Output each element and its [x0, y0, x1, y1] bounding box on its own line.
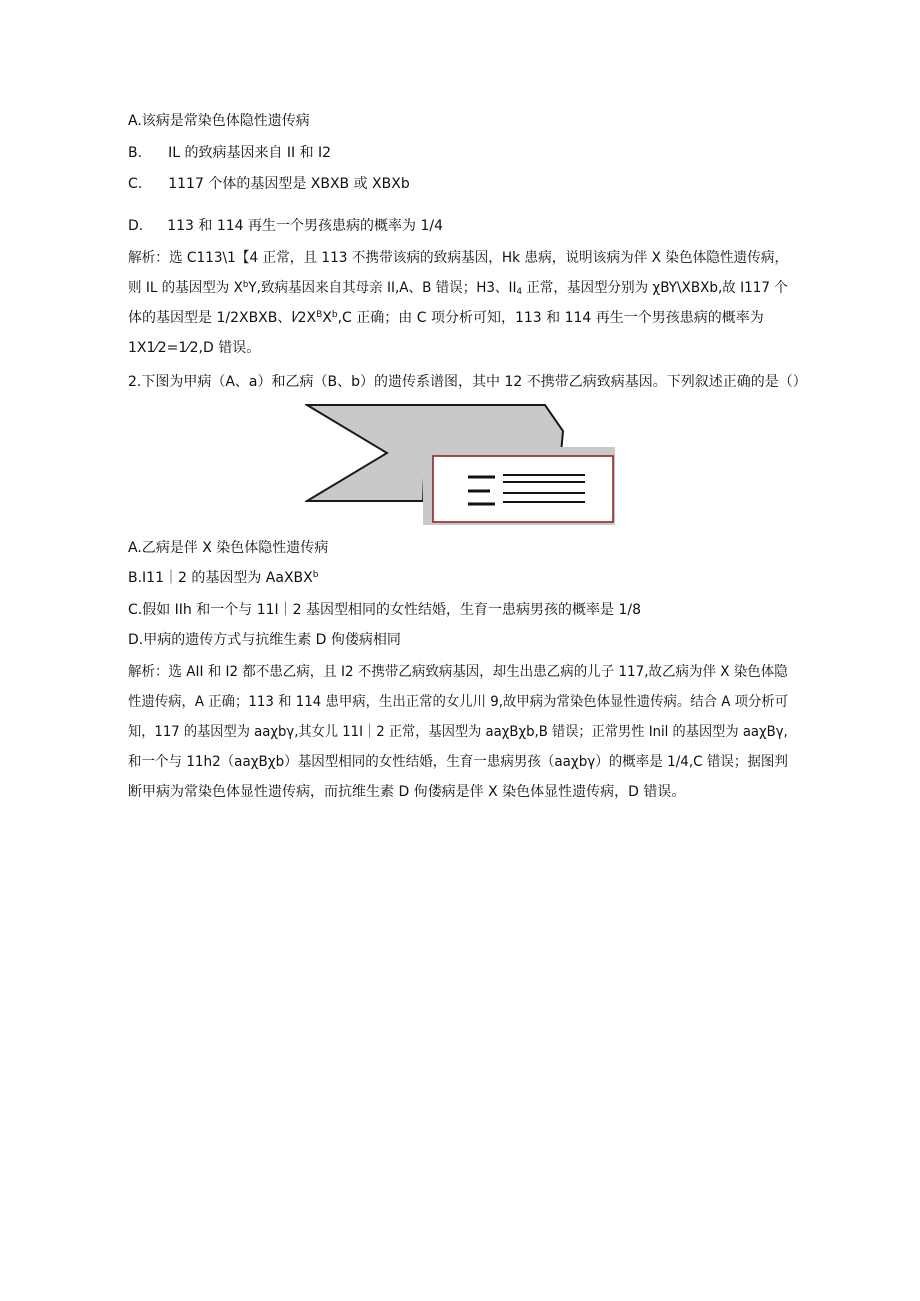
- superscript: b: [331, 310, 338, 320]
- q1-analysis: [128, 243, 788, 363]
- q2-stem: 2.下图为甲病（A、a）和乙病（B、b）的遗传系谱图，其中 12 不携带乙病致病基因。下列叙述正确的是（）: [128, 374, 807, 390]
- text-run: 体的基因型是 1/2XBXB、l⁄2X: [128, 310, 317, 326]
- superscript: B: [316, 310, 323, 320]
- analysis-line: [128, 273, 788, 303]
- analysis-line: 解析：选 AII 和 I2 都不患乙病，且 I2 不携带乙病致病基因，却生出患乙病的儿子 117,故乙病为伴 X 染色体隐: [128, 664, 788, 680]
- superscript: b: [312, 570, 319, 580]
- analysis-line: [128, 303, 788, 333]
- q2-option-b: [128, 568, 318, 588]
- subscript: 4: [516, 287, 523, 297]
- option-label: B.: [128, 145, 143, 161]
- figure-inner-panel: [433, 456, 613, 522]
- option-label: D.: [128, 218, 144, 234]
- q1-option-c: [128, 174, 410, 194]
- text-run: Y,致病基因来自其母亲 II,A、B 错误；H3、II: [248, 280, 517, 296]
- pedigree-figure: [305, 403, 615, 527]
- text-run: X: [322, 310, 332, 326]
- q2-analysis: [128, 657, 788, 807]
- q1-option-b: [128, 143, 331, 163]
- analysis-line: 和一个与 11h2（aaχBχb）基因型相同的女性结婚，生育一患病男孩（aaχbγ）的概率是 1/4,C 错误；据图判: [128, 754, 788, 770]
- superscript: b: [242, 280, 249, 290]
- analysis-line: 解析：选 C113\1【4 正常，且 113 不携带该病的致病基因，Hk 患病，说明该病为伴 X 染色体隐性遗传病，: [128, 250, 789, 266]
- option-text: 113 和 114 再生一个男孩患病的概率为 1/4: [167, 218, 444, 234]
- option-text: IL 的致病基因来自 II 和 I2: [168, 145, 332, 161]
- analysis-line: 知，117 的基因型为 aaχbγ,其女儿 11I｜2 正常，基因型为 aaχBχb,B 错误；正常男性 Inil 的基因型为 aaχBγ,: [128, 724, 788, 740]
- option-text: 1117 个体的基因型是 XBXB 或 XBXb: [168, 176, 410, 192]
- q2-option-c: C.假如 IIh 和一个与 11I｜2 基因型相同的女性结婚，生育一患病男孩的概率是 1/8: [128, 602, 641, 618]
- q1-option-a: A.该病是常染色体隐性遗传病: [128, 113, 310, 129]
- q2-option-a: A.乙病是伴 X 染色体隐性遗传病: [128, 540, 329, 556]
- option-text: B.I11｜2 的基因型为 AaXBX: [128, 570, 313, 586]
- q1-option-d: [128, 216, 443, 236]
- analysis-line: 1X1⁄2=1⁄2,D 错误。: [128, 340, 261, 356]
- analysis-line: 断甲病为常染色体显性遗传病，而抗维生素 D 佝偻病是伴 X 染色体显性遗传病，D 错误。: [128, 784, 686, 800]
- text-run: 则 IL 的基因型为 X: [128, 280, 243, 296]
- option-label: C.: [128, 176, 143, 192]
- q2-option-d: D.甲病的遗传方式与抗维生素 D 佝偻病相同: [128, 632, 401, 648]
- text-run: ,C 正确；由 C 项分析可知，113 和 114 再生一个男孩患病的概率为: [337, 310, 764, 326]
- analysis-line: 性遗传病，A 正确；113 和 114 患甲病，生出正常的女儿川 9,故甲病为常染色体显性遗传病。结合 A 项分析可: [128, 694, 789, 710]
- text-run: 正常，基因型分别为 χBY\XBXb,故 I117 个: [522, 280, 788, 296]
